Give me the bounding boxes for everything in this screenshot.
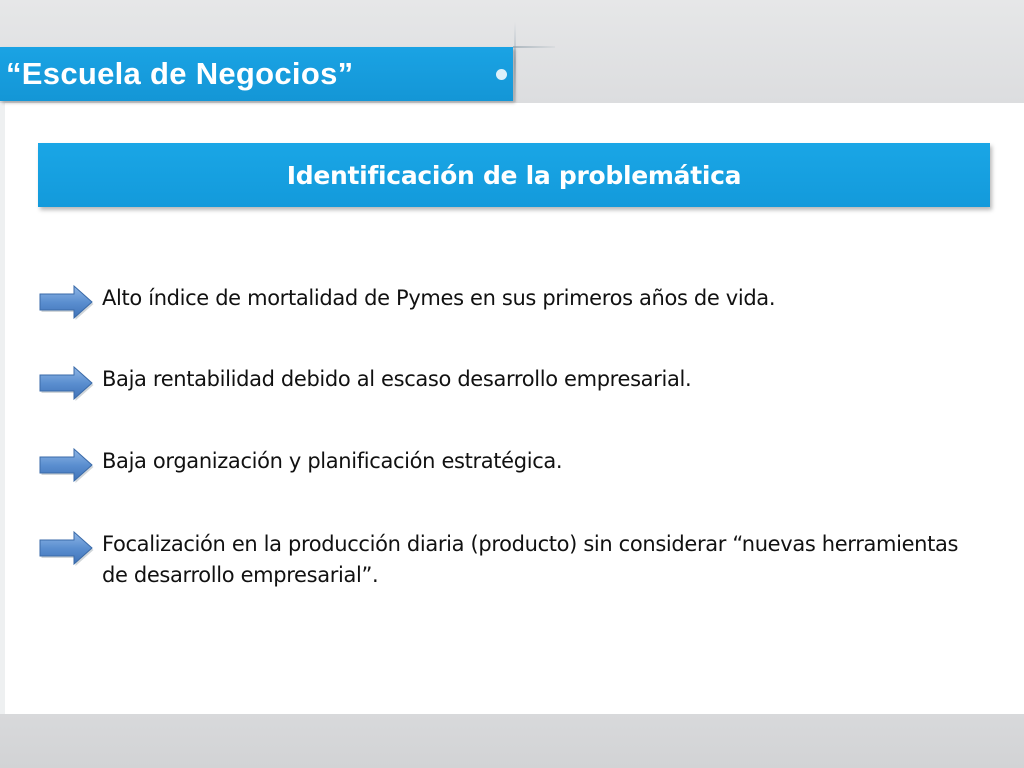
list-item-text: Focalización en la producción diaria (producto) sin considerar “nuevas herramientas de desarrollo empresarial”. bbox=[102, 532, 959, 587]
page-title: “Escuela de Negocios” bbox=[6, 56, 354, 91]
footer-band bbox=[0, 714, 1024, 768]
arrow-right-icon bbox=[36, 282, 96, 322]
arrow-right-icon bbox=[36, 363, 96, 403]
list-item-text: Alto índice de mortalidad de Pymes en sus primeros años de vida. bbox=[102, 286, 776, 310]
left-border bbox=[0, 103, 5, 714]
title-dot-icon bbox=[496, 69, 507, 80]
arrow-right-icon bbox=[36, 445, 96, 485]
section-banner bbox=[38, 143, 990, 207]
list-item-text: Baja rentabilidad debido al escaso desarrollo empresarial. bbox=[102, 367, 692, 391]
decorative-horizontal-line bbox=[513, 46, 555, 48]
arrow-right-icon bbox=[36, 528, 96, 568]
decorative-vertical-line bbox=[514, 22, 516, 102]
section-title: Identificación de la problemática bbox=[286, 161, 742, 190]
list-item-text: Baja organización y planificación estratégica. bbox=[102, 449, 563, 473]
